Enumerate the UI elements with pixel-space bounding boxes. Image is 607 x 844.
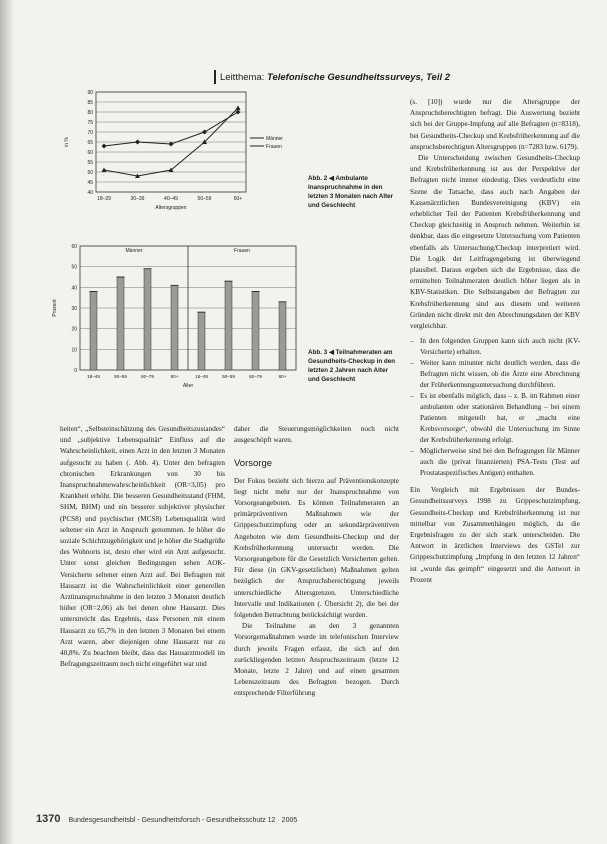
series-point	[135, 140, 140, 145]
y-axis-label: in %	[64, 137, 70, 147]
bar	[225, 281, 232, 370]
bar	[252, 291, 259, 370]
x-tick-label: 80+	[278, 374, 287, 379]
x-axis-label: Alter	[182, 383, 194, 389]
journal-citation: Bundesgesundheitsbl - Gesundheitsforsch - Gesundheitsschutz 12 · 2005	[68, 817, 298, 824]
group-label: Frauen	[234, 248, 250, 254]
x-tick-label: 50–59	[222, 374, 235, 379]
y-tick-label: 40	[87, 190, 93, 196]
bullet-item: – Weiter kann mitunter nicht deutlich werden, dass die Befragten nicht wissen, ob die Ärzte eine Abrechnung der Früherkennungsuntersuchung durchführen.	[410, 358, 580, 391]
series-point	[202, 130, 207, 135]
y-tick-label: 85	[87, 100, 93, 106]
y-tick-label: 50	[87, 170, 93, 176]
figure-2-caption: Abb. 2 ◀ Ambulante Inanspruchnahme in den letzten 3 Monaten nach Alter und Geschlecht	[308, 175, 394, 209]
y-tick-label: 0	[74, 368, 77, 374]
y-tick-label: 60	[87, 150, 93, 156]
y-tick-label: 30	[71, 306, 77, 312]
middle-para-1: daher die Steuerungsmöglichkeiten noch nicht ausgeschöpft waren.	[234, 425, 399, 445]
y-tick-label: 80	[87, 110, 93, 116]
x-tick-label: 60–79	[249, 374, 262, 379]
y-axis-label: Prozent	[52, 299, 58, 317]
x-tick-label: 40–49	[164, 196, 178, 202]
running-header	[220, 72, 450, 83]
middle-para-3: Die Teilnahme an den 3 genannten Vorsorgemaßnahmen wurde im telefonischen Interview durch jeweils Fragen erfasst, die sich auf den zurückliegenden letzten Anspruchszeitraum (letzte 12 Monate, letzte 2 Jahre) und auf einen gesamten Lebenszeitraum des Befragten bezogen. Durch entsprechende Filterführung	[234, 622, 399, 698]
x-tick-label: 80+	[170, 374, 179, 379]
series-point	[236, 106, 241, 111]
page-footer	[36, 813, 297, 825]
y-tick-label: 45	[87, 180, 93, 186]
header-section: Leitthema:	[220, 72, 265, 83]
header-divider	[214, 70, 216, 84]
y-tick-label: 20	[71, 326, 77, 333]
legend-label: Männer	[266, 136, 283, 142]
line-chart-outpatient	[56, 88, 296, 216]
legend-label: Frauen	[266, 144, 282, 150]
bar	[198, 312, 205, 370]
group-label: Männer	[125, 248, 143, 254]
figure-3-caption: Abb. 3 ◀ Teilnahmeraten am Gesundheits-Checkup in den letzten 2 Jahren nach Alter und Geschlecht	[308, 349, 396, 383]
series-point	[102, 144, 107, 149]
y-tick-label: 50	[71, 264, 77, 271]
bar-chart-checkup	[46, 240, 304, 400]
right-para-1: (s. [10]) wurde nur die Altersgruppe der Anspruchsberechtigten befragt. Die Auswertung bezieht sich bei der Gruppe-Impfung auf alle Befragten (n=8318), bei Gesundheits-Checkup und Krebsfrüherkennung auf die anspruchsberechtigten Altersgruppen (n=7283 bzw. 6179).	[410, 98, 580, 151]
y-tick-label: 60	[71, 244, 77, 250]
left-para-1: heiten“, „Selbsteinschätzung des Gesundheitszustandes“ und „subjektive Lebensqualität“ Einfluss auf die Wahrscheinlichkeit, einen Arzt in den letzten 3 Monaten aufgesucht zu haben (. Abb. 4). Unter den befragten chronischen Erkrankungen von 30 bis Inanspruchnahmewahrscheinlichkeit (OR=3,05) pro Krankheit erhöht. Die besseren Gesundheitsstand (FHM, SHM, BHM) und ein besserer subjektiver physischer (PCS8) und psychischer (MCS8) Lebensqualität wird seltener ein Arzt in Anspruch genommen. Je höher die soziale Schichtzugehörigkeit und je höher die Stadtgröße des Wohnorts ist, desto eher wird ein Arzt aufgesucht. Unter sonst gleichen Bedingungen sehen AOK-Versicherte seltener einen Arzt auf. Bei Befragten mit Hausarzt ist die Wahrscheinlichkeit einer generellen Arztinanspruchnahme in den letzten 3 Monaten deutlich höher (OR=2,06) als bei denen ohne Hausarzt. Dies unterstreicht das Ergebnis, dass Personen mit einem Hausarzt zu 65,7% in den letzten 3 Monaten bei einem Arzt waren, aber diejenigen ohne Hausarzt nur zu 40,8%. Zu beachten bleibt, dass das Hausarztmodell im Befragungszeitraum noch nicht eingeführt war und	[60, 425, 225, 669]
y-tick-label: 55	[87, 160, 93, 166]
x-axis-label: Altersgruppen	[155, 205, 187, 211]
x-tick-label: 50–59	[114, 374, 127, 379]
y-tick-label: 90	[87, 90, 93, 96]
y-tick-label: 65	[87, 140, 93, 146]
bullet-item: – In den folgenden Gruppen kann sich auch nicht (KV-Versicherte) erhalten.	[410, 336, 580, 358]
section-heading-vorsorge: Vorsorge	[234, 458, 273, 470]
right-bullet-list	[410, 336, 580, 479]
middle-para-2: Der Fokus bezieht sich hierzu auf Präventionskonzepte liegt nicht mehr nur der Inanspruchnahme von Vorsorgeangeboten. Es können Teilnahmeraten an primärpräventiven Maßnahmen wie der Grippeschutzimpfung oder an sekundärpräventiven Angeboten wie dem Gesundheits-Checkup und der Krebsfrüherkennung untersucht werden. Die Vorsorgeangebote für die Gesetzlich Versicherten gelten. Für diese (in GKV-gesetzlichen) Maßnahmen gelten bezüglich der Anspruchsberechtigung jeweils unterschiedliche Altersgrenzen. Unterschiedliche Intervalle und Indikationen (. Übersicht 2), die bei der folgenden Betrachtung berücksichtigt wurden.	[234, 476, 399, 620]
page-number: 1370	[36, 813, 61, 825]
bar	[117, 277, 124, 370]
bar	[171, 285, 178, 370]
left-column	[60, 424, 225, 670]
series-point	[169, 142, 174, 147]
x-tick-label: 60+	[233, 196, 243, 202]
bullet-item: – Möglicherweise sind bei den Befragungen für Männer auch die (privat finanzierten) PSA-Tests (Test auf Prostataspezifisches Antigen) enthalten.	[410, 446, 580, 479]
x-tick-label: 60–79	[141, 374, 154, 379]
bullet-item: – Es ist ebenfalls möglich, dass – z. B. im Rahmen einer ambulanten oder stationären Behandlung – bei einem Patienten mitgeteilt hat, er „macht eine Krebsvorsorge“, obwohl die Untersuchung im Sinne der Krebsfrüherkennung erfolgt.	[410, 391, 580, 446]
middle-column	[234, 424, 399, 700]
y-tick-label: 75	[87, 120, 93, 126]
scan-edge-shadow	[0, 0, 14, 844]
y-tick-label: 40	[71, 285, 77, 292]
right-para-2: Die Unterscheidung zwischen Gesundheits-Checkup und Krebsfrüherkennung ist aus der Perspektive der Befragten nicht immer eindeutig. Dies verdeutlicht eine Szene die Tatsache, dass auch nach Angaben der Kassenärztlichen Bundesvereinigung (KBV) ein erheblicher Teil der Patienten Krebsfrüherkennung und Checkup gleichzeitig in Anspruch nehmen. Weiterhin ist denkbar, dass die eingesetzte Untersuchung vom Patienten ebenfalls als Untersuchung/Checkup interpretiert wird. Die Logik der Leitfragengebung ist überwiegend plausibel. Daraus ergeben sich die Ergebnisse, dass die ermittelten Teilnahmeraten deutlich höher liegen als in KBV-Statistiken. Die Selbstangaben der Befragten zur Krebsfrüherkennung sind aus diesem und weiteren Gründen nicht direkt mit den Abrechnungsdaten der KBV vergleichbar.	[410, 154, 580, 331]
right-column	[410, 97, 580, 586]
x-tick-label: 30–39	[130, 196, 145, 202]
x-tick-label: 18–29	[97, 196, 111, 202]
y-tick-label: 70	[87, 130, 93, 136]
y-tick-label: 10	[71, 347, 77, 354]
x-tick-label: 18–49	[87, 374, 100, 379]
series-point	[102, 168, 107, 173]
bar	[90, 291, 97, 370]
right-para-3: Ein Vergleich mit Ergebnissen der Bundes-Gesundheitssurveys 1998 zu Grippeschutzimpfung, Gesundheits-Checkup und Krebsfrüherkennung ist nur mittelbar von Zusammenhängen möglich, da die Ergebnisfragen zu der sich stark unterscheiden. Die Antwort in ärztlichen Interviews des GSTel zur Grippeschutzimpfung „Impfung in den letzten 12 Jahren“ ist „wurde das geimpft“ eingesetzt und die Antwort in Prozent	[410, 486, 580, 584]
x-tick-label: 50–59	[197, 196, 212, 202]
header-title: Telefonische Gesundheitssurveys, Teil 2	[267, 72, 451, 83]
bar	[144, 269, 151, 370]
bar	[279, 302, 286, 370]
x-tick-label: 18–49	[195, 374, 208, 379]
